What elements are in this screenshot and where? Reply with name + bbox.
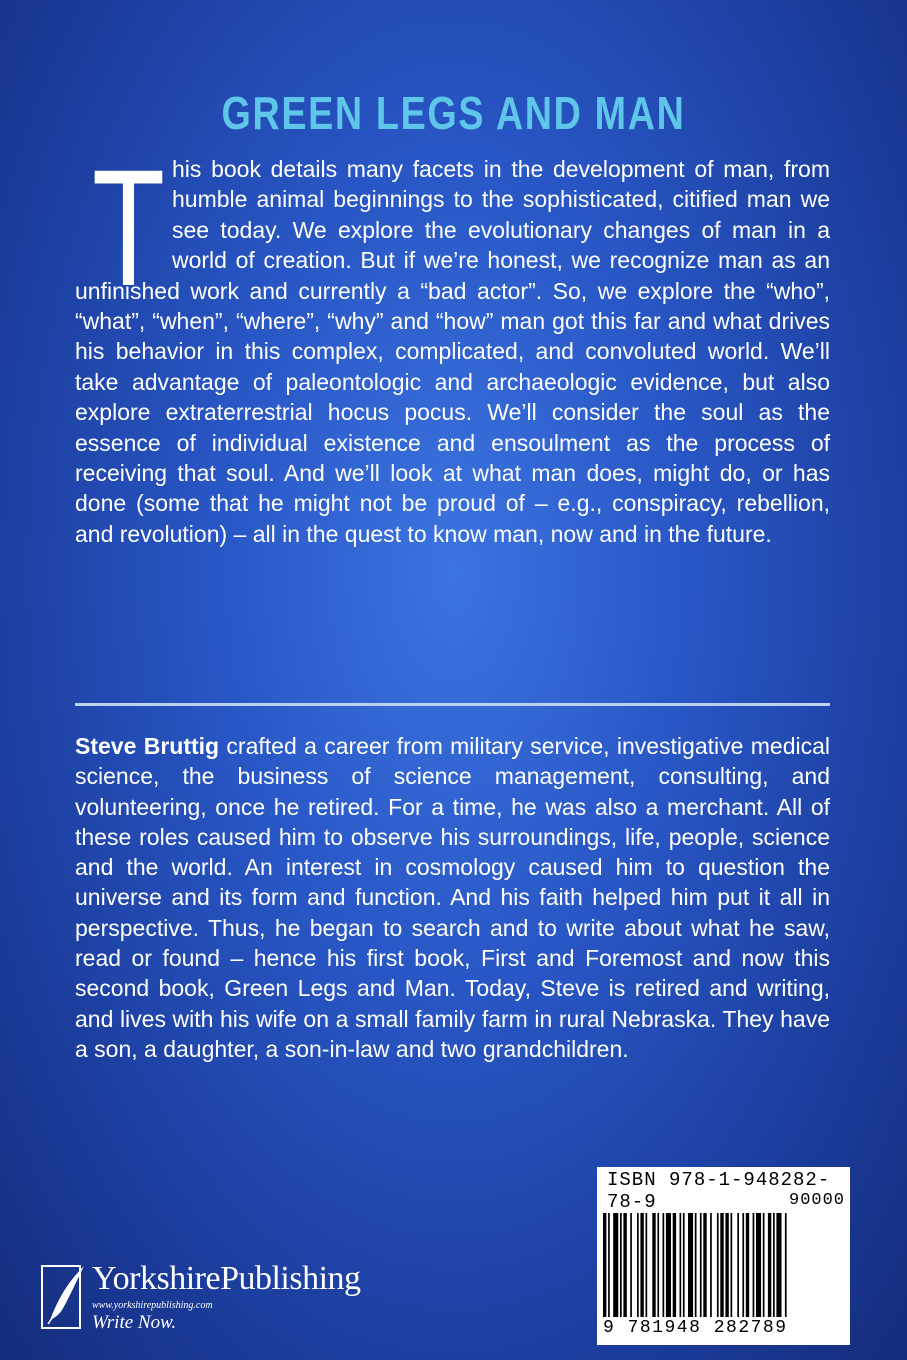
drop-cap-space: [75, 154, 172, 275]
drop-cap: T: [92, 136, 166, 321]
barcode-digits: 9 781948 282789: [603, 1318, 788, 1338]
barcode-icon: [603, 1213, 844, 1317]
book-title: GREEN LEGS AND MAN: [221, 87, 686, 139]
publisher-url: www.yorkshirepublishing.com: [92, 1300, 213, 1311]
publisher-quill-icon: [40, 1260, 90, 1334]
book-description: [75, 154, 830, 549]
isbn-label: ISBN 978-1-948282-78-9: [607, 1169, 831, 1213]
author-bio: [75, 731, 830, 1064]
section-divider: [75, 703, 830, 706]
publisher-logo: [40, 1260, 440, 1340]
author-bio-text: crafted a career from military service, investigative medical science, the business of science management, consulting, and volunteering, once he retired. For a time, he was also a merchant. All of these roles caused him to observe his surroundings, life, people, science and the world. An interest in cosmology caused him to question the universe and its form and function. And his faith helped him put it all in perspective. Thus, he began to search and to write about what he saw, read or found – hence his first book, First and Foremost and now this second book, Green Legs and Man. Today, Steve is retired and writing, and lives with his wife on a small family farm in rural Nebraska. They have a son, a daughter, a son-in-law and two grandchildren.: [75, 733, 831, 1062]
publisher-tagline: Write Now.: [92, 1312, 177, 1333]
book-description-text: his book details many facets in the development of man, from humble animal beginnings to the sophisticated, citified man we see today. We explore the evolutionary changes of man in a world of creation. But if we’re honest, we recognize man as an unfinished work and currently a “bad actor”. So, we explore the “who”, “what”, “when”, “where”, “why” and “how” man got this far and what drives his behavior in this complex, complicated, and convoluted world. We’ll take advantage of paleontologic and archaeologic evidence, but also explore extraterrestrial hocus pocus. We’ll consider the soul as the essence of individual existence and ensoulment as the process of receiving that soul. And we’ll look at what man does, might do, or has done (some that he might not be proud of – e.g., conspiracy, rebellion, and revolution) – all in the quest to know man, now and in the future.: [75, 156, 830, 547]
author-name: Steve Bruttig: [75, 733, 220, 759]
price-code: 90000: [789, 1191, 846, 1210]
publisher-name: YorkshirePublishing: [92, 1260, 361, 1297]
isbn-barcode-box: [597, 1167, 850, 1345]
